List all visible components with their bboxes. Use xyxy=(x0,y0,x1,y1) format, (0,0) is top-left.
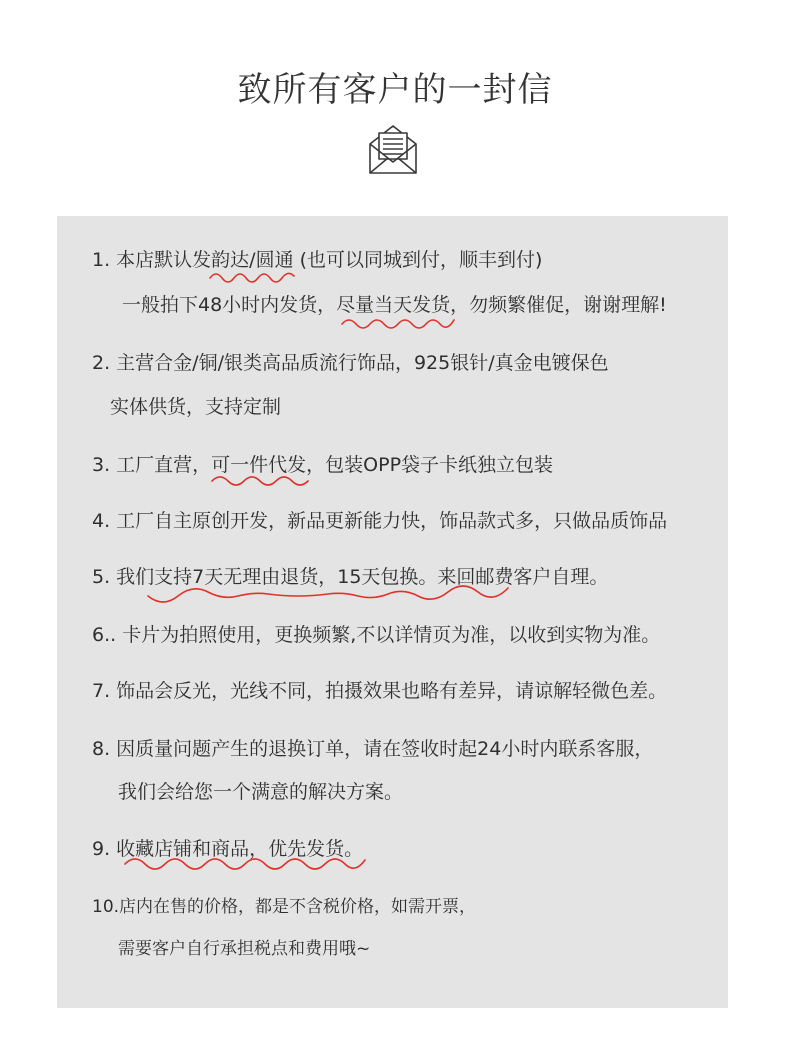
item-2-line-1: 2. 主营合金/铜/银类高品质流行饰品，925银针/真金电镀保色 xyxy=(92,352,609,374)
item-9-line-1: 9. 收藏店铺和商品，优先发货。 xyxy=(92,838,364,860)
item-2-line-2: 实体供货，支持定制 xyxy=(110,396,282,418)
item-4-line-1: 4. 工厂自主原创开发，新品更新能力快，饰品款式多，只做品质饰品 xyxy=(92,510,668,532)
item-6-line-1: 6.. 卡片为拍照使用，更换频繁,不以详情页为准，以收到实物为准。 xyxy=(92,624,661,646)
item-10-line-1: 10.店内在售的价格，都是不含税价格，如需开票， xyxy=(92,897,477,917)
notice-panel xyxy=(57,216,728,1008)
item-7-line-1: 7. 饰品会反光，光线不同，拍摄效果也略有差异，请谅解轻微色差。 xyxy=(92,680,668,702)
item-10-line-2: 需要客户自行承担税点和费用哦~ xyxy=(118,939,371,959)
item-8-line-2: 我们会给您一个满意的解决方案。 xyxy=(118,781,404,803)
item-1-line-2: 一般拍下48小时内发货，尽量当天发货，勿频繁催促，谢谢理解! xyxy=(122,294,667,316)
page-title: 致所有客户的一封信 xyxy=(237,70,553,110)
item-1-line-1: 1. 本店默认发韵达/圆通 (也可以同城到付，顺丰到付) xyxy=(92,249,543,271)
item-3-line-1: 3. 工厂直营，可一件代发，包装OPP袋子卡纸独立包装 xyxy=(92,454,554,476)
envelope-letter-icon xyxy=(367,122,419,176)
item-8-line-1: 8. 因质量问题产生的退换订单，请在签收时起24小时内联系客服， xyxy=(92,738,654,760)
item-5-line-1: 5. 我们支持7天无理由退货，15天包换。来回邮费客户自理。 xyxy=(92,566,609,588)
